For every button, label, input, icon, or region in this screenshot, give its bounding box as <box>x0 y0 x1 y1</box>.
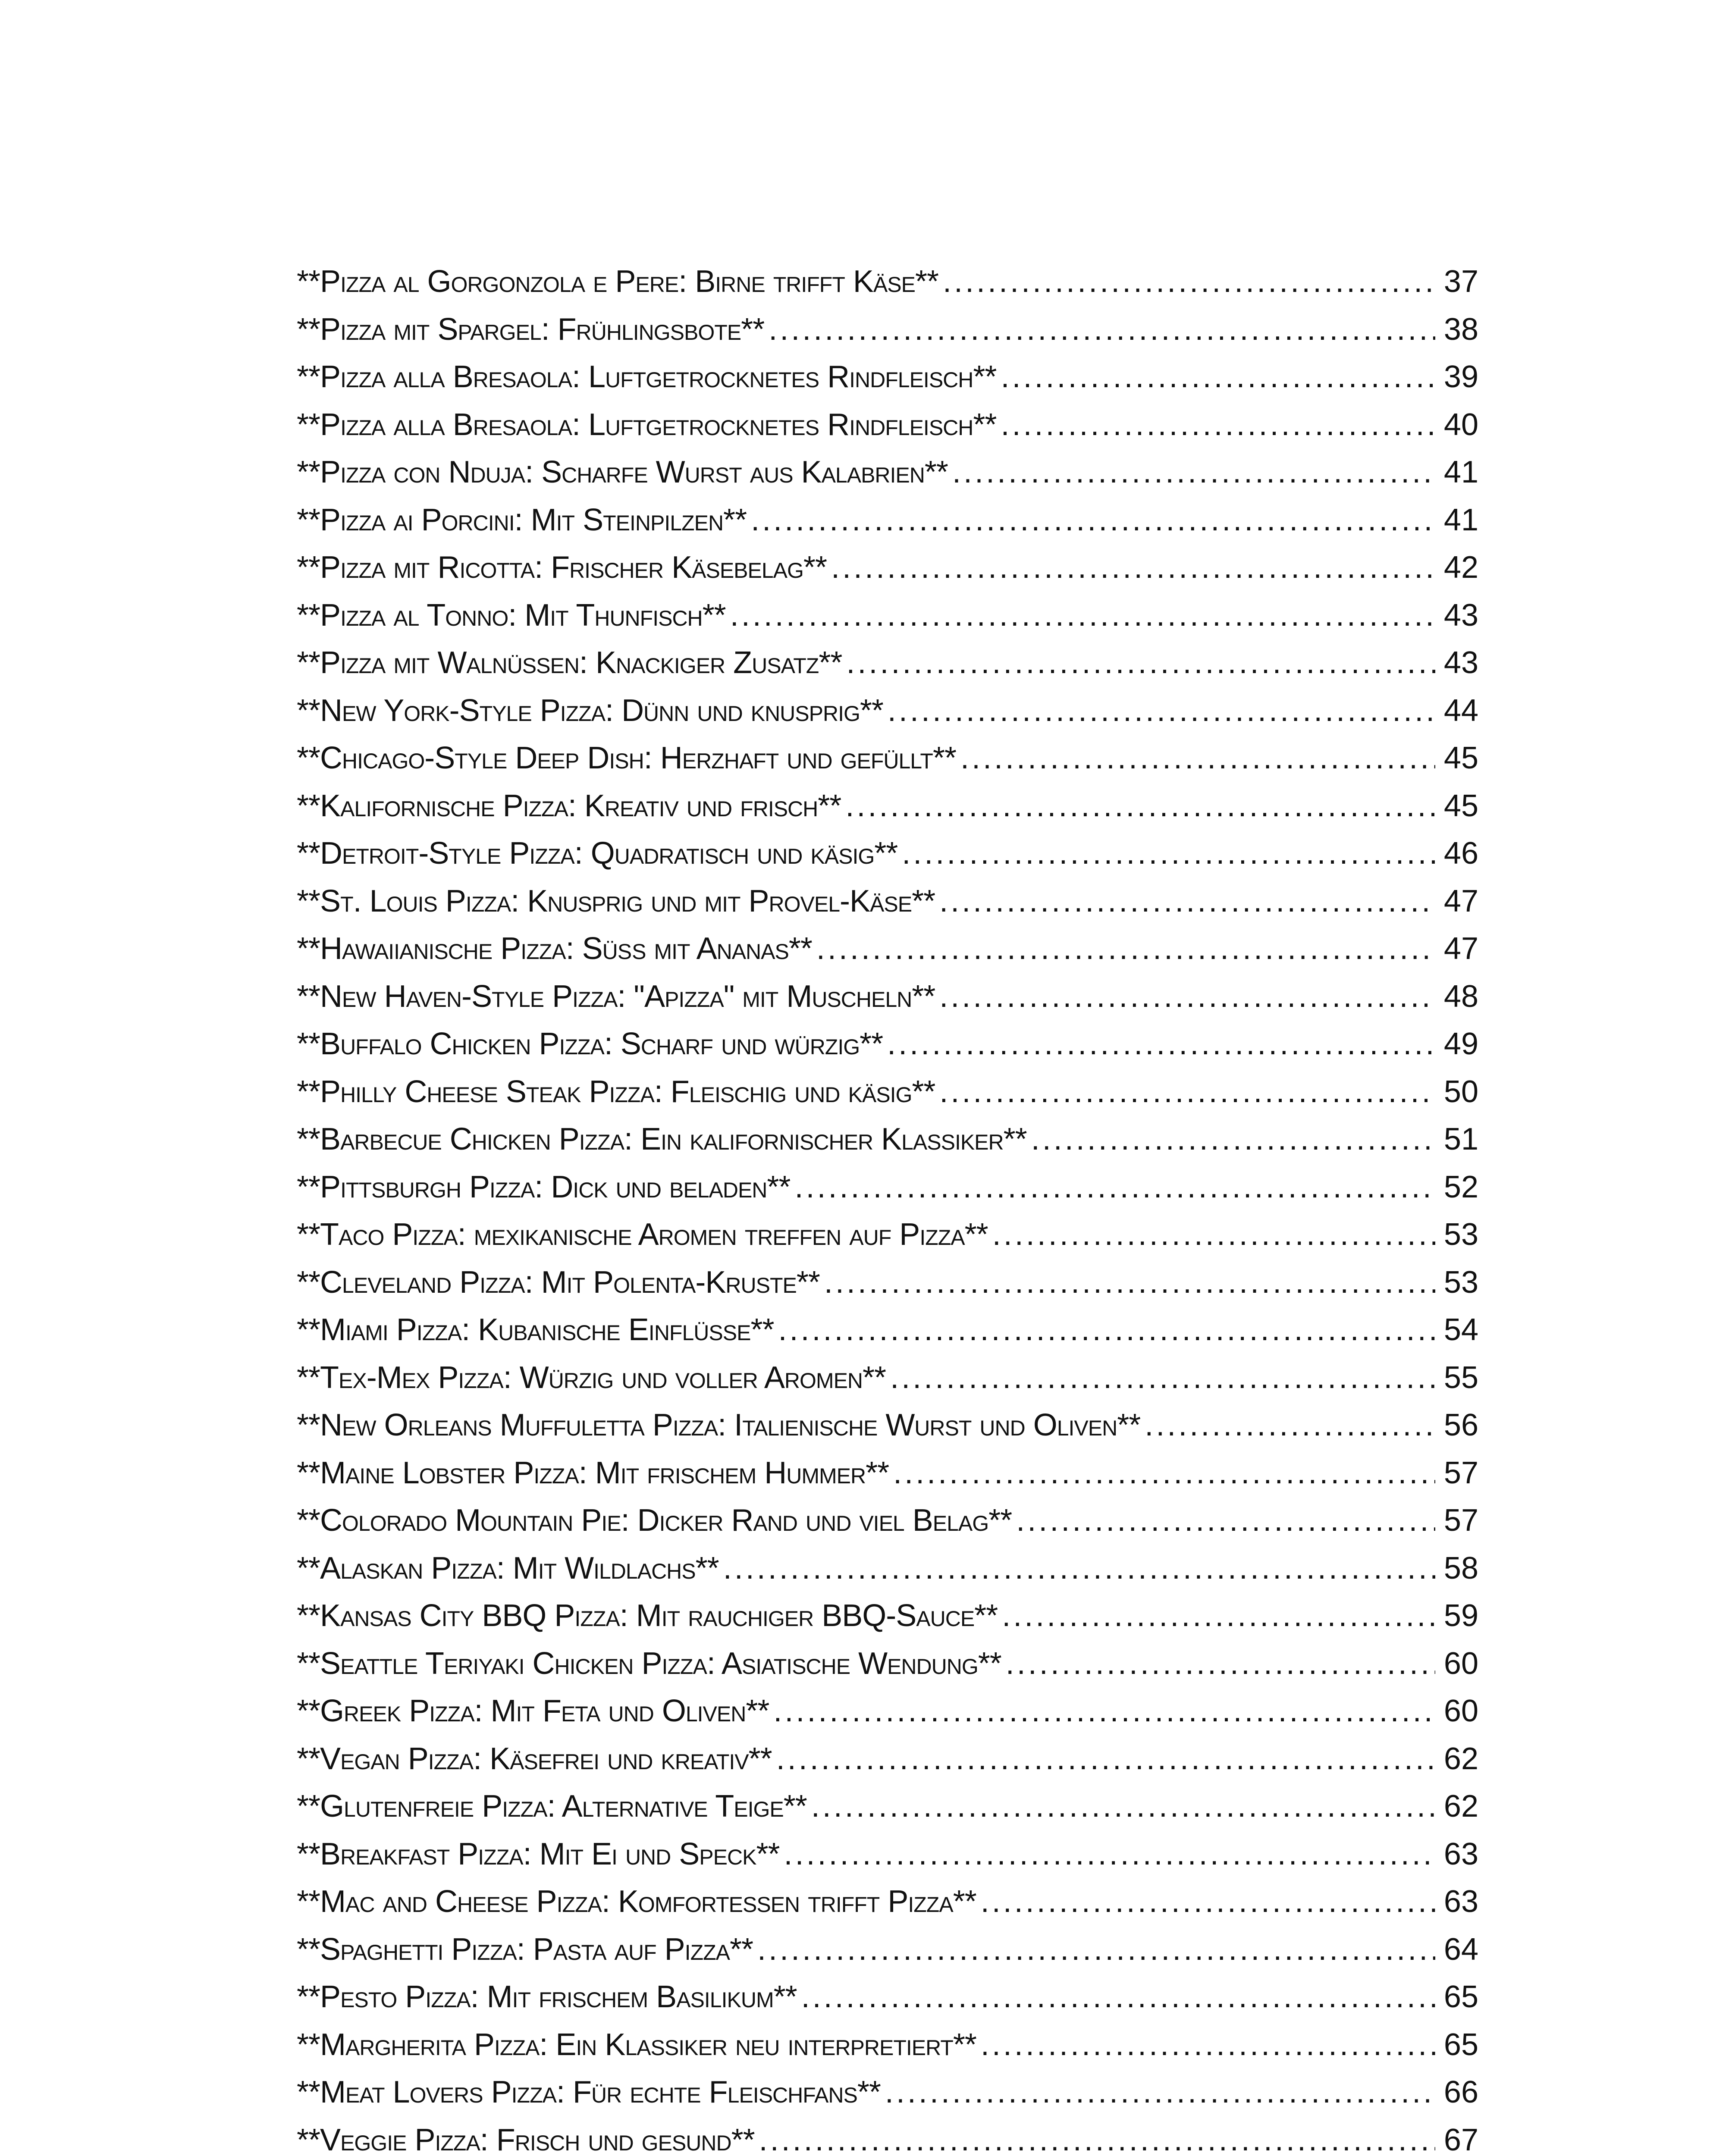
toc-entry-title: **Pizza al Gorgonzola e Pere: Birne trifft Käse** <box>297 264 939 299</box>
toc-entry[interactable] <box>297 734 1478 782</box>
toc-dot-leader <box>753 1926 1435 1974</box>
toc-entry-title: **Buffalo Chicken Pizza: Scharf und würzig** <box>297 1027 883 1061</box>
toc-entry-page: 57 <box>1443 1503 1478 1538</box>
toc-entry[interactable] <box>297 306 1478 354</box>
toc-dot-leader <box>1012 1497 1435 1545</box>
toc-entry-title: **Pizza mit Walnüssen: Knackiger Zusatz** <box>297 646 842 680</box>
toc-entry-page: 65 <box>1443 2027 1478 2062</box>
toc-entry[interactable] <box>297 1926 1478 1974</box>
toc-entry-page: 62 <box>1443 1789 1478 1824</box>
toc-entry-title: **Pittsburgh Pizza: Dick und beladen** <box>297 1169 791 1204</box>
toc-entry-title: **Glutenfreie Pizza: Alternative Teige** <box>297 1789 807 1824</box>
toc-entry[interactable] <box>297 1259 1478 1307</box>
toc-entry-page: 57 <box>1443 1455 1478 1490</box>
toc-dot-leader <box>726 592 1435 639</box>
toc-dot-leader <box>883 687 1435 735</box>
toc-entry[interactable] <box>297 258 1478 306</box>
toc-dot-leader <box>935 973 1435 1021</box>
toc-entry-title: **Kansas City BBQ Pizza: Mit rauchiger BBQ-Sauce** <box>297 1598 998 1633</box>
toc-entry-page: 47 <box>1443 884 1478 918</box>
toc-entry-title: **Detroit-Style Pizza: Quadratisch und käsig** <box>297 836 898 871</box>
toc-dot-leader <box>996 401 1435 449</box>
toc-entry[interactable] <box>297 1830 1478 1878</box>
toc-entry-page: 51 <box>1443 1122 1478 1156</box>
toc-entry-page: 43 <box>1443 598 1478 633</box>
toc-entry-page: 42 <box>1443 550 1478 585</box>
toc-entry[interactable] <box>297 687 1478 735</box>
toc-entry[interactable] <box>297 401 1478 449</box>
toc-entry[interactable] <box>297 2068 1478 2116</box>
toc-entry-title: **Vegan Pizza: Käsefrei und kreativ** <box>297 1741 772 1776</box>
toc-entry[interactable] <box>297 1020 1478 1068</box>
toc-entry-page: 62 <box>1443 1741 1478 1776</box>
table-of-contents <box>297 258 1478 2156</box>
toc-entry-title: **Barbecue Chicken Pizza: Ein kalifornischer Klassiker** <box>297 1122 1027 1156</box>
toc-entry-title: **Miami Pizza: Kubanische Einflüsse** <box>297 1313 774 1347</box>
toc-entry-page: 52 <box>1443 1169 1478 1204</box>
toc-entry[interactable] <box>297 2116 1478 2156</box>
toc-entry-page: 60 <box>1443 1694 1478 1728</box>
toc-dot-leader <box>935 877 1435 925</box>
toc-entry-title: **New Orleans Muffuletta Pizza: Italienische Wurst und Oliven** <box>297 1408 1141 1442</box>
toc-entry-page: 49 <box>1443 1027 1478 1061</box>
toc-entry[interactable] <box>297 1687 1478 1735</box>
toc-dot-leader <box>841 782 1435 830</box>
toc-entry-page: 48 <box>1443 979 1478 1014</box>
toc-entry-page: 40 <box>1443 407 1478 442</box>
toc-dot-leader <box>755 2116 1435 2156</box>
toc-entry[interactable] <box>297 496 1478 544</box>
toc-dot-leader <box>956 734 1435 782</box>
toc-dot-leader <box>774 1306 1435 1354</box>
toc-dot-leader <box>948 448 1435 496</box>
toc-entry-title: **Pizza mit Ricotta: Frischer Käsebelag** <box>297 550 827 585</box>
toc-entry-page: 54 <box>1443 1313 1478 1347</box>
toc-dot-leader <box>883 1020 1435 1068</box>
toc-entry-page: 46 <box>1443 836 1478 871</box>
toc-entry-title: **Taco Pizza: mexikanische Aromen treffen auf Pizza** <box>297 1217 988 1252</box>
toc-entry[interactable] <box>297 1592 1478 1640</box>
toc-entry[interactable] <box>297 973 1478 1021</box>
toc-entry[interactable] <box>297 1545 1478 1592</box>
toc-entry-title: **Alaskan Pizza: Mit Wildlachs** <box>297 1551 719 1586</box>
toc-dot-leader <box>842 639 1435 687</box>
toc-entry-title: **Mac and Cheese Pizza: Komfortessen trifft Pizza** <box>297 1884 976 1919</box>
toc-entry-title: **Spaghetti Pizza: Pasta auf Pizza** <box>297 1932 753 1967</box>
toc-entry-page: 58 <box>1443 1551 1478 1586</box>
toc-dot-leader <box>938 258 1435 306</box>
toc-dot-leader <box>1001 1640 1435 1688</box>
toc-entry-title: **Colorado Mountain Pie: Dicker Rand und viel Belag** <box>297 1503 1012 1538</box>
toc-dot-leader <box>764 306 1435 354</box>
toc-entry-page: 60 <box>1443 1646 1478 1681</box>
toc-entry[interactable] <box>297 448 1478 496</box>
toc-entry-page: 64 <box>1443 1932 1478 1967</box>
toc-dot-leader <box>976 2021 1435 2069</box>
toc-dot-leader <box>797 1973 1435 2021</box>
toc-entry[interactable] <box>297 1401 1478 1449</box>
toc-entry[interactable] <box>297 1211 1478 1259</box>
toc-entry-title: **Pizza al Tonno: Mit Thunfisch** <box>297 598 726 633</box>
toc-entry[interactable] <box>297 1735 1478 1783</box>
toc-entry[interactable] <box>297 353 1478 401</box>
toc-entry-title: **Maine Lobster Pizza: Mit frischem Hummer** <box>297 1455 889 1490</box>
toc-dot-leader <box>889 1449 1435 1497</box>
toc-entry-page: 45 <box>1443 741 1478 775</box>
toc-entry-page: 55 <box>1443 1360 1478 1395</box>
toc-dot-leader <box>881 2068 1435 2116</box>
toc-entry-page: 38 <box>1443 312 1478 347</box>
toc-entry-page: 39 <box>1443 360 1478 394</box>
toc-entry-title: **Pizza mit Spargel: Frühlingsbote** <box>297 312 765 347</box>
toc-entry-page: 59 <box>1443 1598 1478 1633</box>
toc-entry[interactable] <box>297 2021 1478 2069</box>
toc-dot-leader <box>886 1354 1435 1402</box>
toc-dot-leader <box>827 544 1435 592</box>
toc-dot-leader <box>1027 1116 1435 1163</box>
toc-entry-page: 63 <box>1443 1836 1478 1871</box>
toc-entry-page: 65 <box>1443 1980 1478 2014</box>
toc-entry[interactable] <box>297 1116 1478 1163</box>
toc-entry-page: 47 <box>1443 931 1478 966</box>
toc-entry[interactable] <box>297 544 1478 592</box>
toc-dot-leader <box>747 496 1435 544</box>
toc-entry-page: 45 <box>1443 788 1478 823</box>
toc-entry-page: 56 <box>1443 1408 1478 1442</box>
toc-dot-leader <box>988 1211 1435 1259</box>
toc-dot-leader <box>769 1687 1435 1735</box>
toc-entry-title: **Chicago-Style Deep Dish: Herzhaft und gefüllt** <box>297 741 956 775</box>
toc-entry-page: 63 <box>1443 1884 1478 1919</box>
toc-dot-leader <box>976 1878 1435 1926</box>
toc-entry-page: 43 <box>1443 646 1478 680</box>
toc-entry-title: **New Haven-Style Pizza: "Apizza" mit Muscheln** <box>297 979 935 1014</box>
toc-entry[interactable] <box>297 639 1478 687</box>
toc-entry-title: **Tex-Mex Pizza: Würzig und voller Aromen** <box>297 1360 886 1395</box>
toc-entry[interactable] <box>297 1449 1478 1497</box>
toc-entry-title: **Philly Cheese Steak Pizza: Fleischig und käsig** <box>297 1074 935 1109</box>
toc-entry-title: **Hawaiianische Pizza: Süß mit Ananas** <box>297 931 812 966</box>
toc-dot-leader <box>1140 1401 1435 1449</box>
toc-dot-leader <box>820 1259 1435 1307</box>
toc-entry[interactable] <box>297 1878 1478 1926</box>
toc-entry-title: **Pizza alla Bresaola: Luftgetrocknetes Rindfleisch** <box>297 360 997 394</box>
toc-dot-leader <box>998 1592 1435 1640</box>
toc-entry-page: 66 <box>1443 2075 1478 2109</box>
toc-entry[interactable] <box>297 782 1478 830</box>
toc-entry-page: 37 <box>1443 264 1478 299</box>
toc-dot-leader <box>897 830 1435 877</box>
toc-dot-leader <box>807 1783 1435 1830</box>
toc-entry[interactable] <box>297 1973 1478 2021</box>
toc-dot-leader <box>772 1735 1435 1783</box>
toc-entry[interactable] <box>297 592 1478 639</box>
toc-entry-title: **New York-Style Pizza: Dünn und knusprig** <box>297 693 883 728</box>
toc-entry[interactable] <box>297 1354 1478 1402</box>
toc-entry[interactable] <box>297 925 1478 973</box>
toc-entry[interactable] <box>297 1783 1478 1830</box>
toc-entry-title: **Greek Pizza: Mit Feta und Oliven** <box>297 1694 769 1728</box>
toc-entry[interactable] <box>297 1163 1478 1211</box>
toc-entry-title: **Seattle Teriyaki Chicken Pizza: Asiatische Wendung** <box>297 1646 1001 1681</box>
toc-entry[interactable] <box>297 1640 1478 1688</box>
toc-dot-leader <box>719 1545 1435 1592</box>
toc-entry-title: **Pizza ai Porcini: Mit Steinpilzen** <box>297 502 747 537</box>
toc-dot-leader <box>780 1830 1436 1878</box>
toc-dot-leader <box>935 1068 1435 1116</box>
toc-dot-leader <box>790 1163 1435 1211</box>
toc-entry-page: 53 <box>1443 1265 1478 1300</box>
toc-entry-title: **Kalifornische Pizza: Kreativ und frisch** <box>297 788 841 823</box>
toc-entry[interactable] <box>297 1306 1478 1354</box>
toc-entry[interactable] <box>297 1068 1478 1116</box>
toc-entry-page: 50 <box>1443 1074 1478 1109</box>
toc-entry-title: **Margherita Pizza: Ein Klassiker neu interpretiert** <box>297 2027 976 2062</box>
toc-dot-leader <box>996 353 1435 401</box>
toc-entry-title: **Cleveland Pizza: Mit Polenta-Kruste** <box>297 1265 820 1300</box>
toc-dot-leader <box>812 925 1435 973</box>
toc-entry-page: 44 <box>1443 693 1478 728</box>
toc-entry-title: **Pizza alla Bresaola: Luftgetrocknetes Rindfleisch** <box>297 407 997 442</box>
toc-entry-page: 41 <box>1443 455 1478 489</box>
toc-entry-title: **Breakfast Pizza: Mit Ei und Speck** <box>297 1836 780 1871</box>
toc-entry-title: **Pizza con Nduja: Scharfe Wurst aus Kalabrien** <box>297 455 948 489</box>
toc-entry-title: **St. Louis Pizza: Knusprig und mit Provel-Käse** <box>297 884 935 918</box>
toc-entry-page: 53 <box>1443 1217 1478 1252</box>
toc-entry[interactable] <box>297 1497 1478 1545</box>
toc-entry-title: **Meat Lovers Pizza: Für echte Fleischfans** <box>297 2075 881 2109</box>
toc-entry-title: **Veggie Pizza: Frisch und gesund** <box>297 2122 755 2156</box>
toc-entry-title: **Pesto Pizza: Mit frischem Basilikum** <box>297 1980 797 2014</box>
toc-entry[interactable] <box>297 877 1478 925</box>
toc-entry-page: 67 <box>1443 2122 1478 2156</box>
toc-entry[interactable] <box>297 830 1478 877</box>
toc-entry-page: 41 <box>1443 502 1478 537</box>
